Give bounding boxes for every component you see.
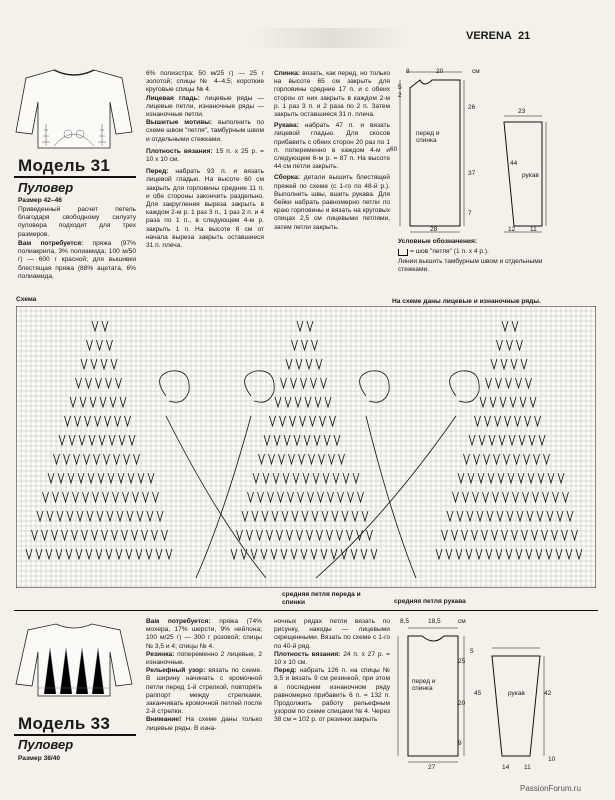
chart-title: Схема (16, 296, 37, 303)
m33-dim-27: 27 (428, 764, 436, 771)
dim-60: 60 (390, 146, 398, 153)
caption-front-center: средняя петля переда и спинки (282, 591, 361, 607)
dim-11: 11 (530, 226, 537, 233)
chart-note: На схеме даны лицевые и изнаночные ряды. (392, 298, 541, 305)
label-sleeve: рукав (522, 172, 539, 179)
legend-title: Условные обозначения: (398, 238, 478, 245)
model31-col3: Спинка: вязать, как перед, но только на высоте 65 см закрыть для горловины средние 17 п. и с обеих сторон от них закрыть в каждом 2-м р. 1 раз 3 п. и 2 раза по 2 п. Затем закрыть оставшиеся 31 п. плеча. Рукава: набрать 47 п. и вязать лицевой гладью. Для скосов прибавить с обеих сторон 20 раз по 1 п. попеременно в каждом 4-м и следующем 6-м р. = 87 п. На высоте 44 см петли закрыть. Сборка: детали вышить блестящей пряжей по схеме (с 1-го по 48-й р.). Выполнить швы, вшить рукава. Для бейки набрать равномерно петли по краю горловины и вязать на круговых спицах 2,5 см лицевыми петлями, затем петли закрыть. (274, 70, 390, 231)
dim-28: 28 (430, 226, 438, 233)
model33-col3: ночных рядах петли вязать по рисунку, накиды — лицевыми скрещенными. Вязать по схеме с 1-го по 40-й ряд. Плотность вязания: 24 п. х 27 р. = 10 х 10 см. Перед: набрать 126 п. на спицы № 3,5 и вязать 9 см резинкой, при этом в последнем изнаночном ряду равномерно прибавить 6 п. = 132 п. Продолжить работу рельефным узором по схеме спицами № 4. Через 38 см = 102 р. от резинки закрыть (274, 618, 390, 724)
legend-item-2: Линии вышить тамбурным швом и отдельными стежками. (398, 258, 543, 274)
dim-8: 8 (406, 68, 410, 75)
header-banner (250, 28, 410, 48)
m33-label-sleeve: рукав (508, 690, 525, 697)
model31-sketch (14, 62, 134, 150)
legend-item-1: = шов "петля" (1 п. х 4 р.). (410, 248, 489, 255)
m33-dim-8-5: 8,5 (400, 618, 410, 625)
m33-dim-18-5: 18,5 (428, 618, 441, 625)
dim-26: 26 (468, 104, 476, 111)
m33-dim-9: 9 (458, 740, 462, 747)
m33-dim-11: 11 (524, 764, 531, 771)
dim-44: 44 (510, 160, 518, 167)
m33-dim-25: 25 (458, 658, 466, 665)
label-front-back: перед и спинка (416, 130, 440, 144)
model31-title: Модель 31 (18, 156, 111, 175)
model33-sketch (14, 618, 134, 698)
m33-dim-10: 10 (548, 756, 556, 763)
m33-dim-5: 5 (470, 648, 474, 655)
stitch-symbol-icon (398, 249, 408, 256)
m33-dim-45: 45 (474, 690, 482, 697)
model33-subtitle: Пуловер (18, 737, 74, 752)
m33-dim-42: 42 (544, 690, 552, 697)
magazine-name: VERENA (466, 30, 512, 42)
dim-20: 20 (436, 68, 444, 75)
dim-2: 2 (398, 92, 402, 99)
dim-23: 23 (518, 108, 526, 115)
model33-col2: Вам потребуется: пряжа (74% мохера, 17% шерсти, 9% нейлона; 100 м/25 г) — 300 г розовой; спицы № 3,5 и 4; спицы № 4. Резинка: попеременно 2 лицевые, 2 изнаночные. Рельефный узор: вязать по схеме. В ширину начинать с кромочной петли перед 1-й стрелкой, повторять раппорт между стрелками, заканчивать кромочной петлей после 2-й стрелки. Внимание! На схеме даны только лицевые ряды. В изна- (146, 618, 262, 732)
m33-dim-unit: см (458, 618, 466, 625)
dim-5: 5 (398, 84, 402, 91)
model31-size: Размер 42–46 (18, 197, 62, 204)
page-number: 21 (518, 30, 531, 42)
m33-dim-20: 20 (458, 700, 466, 707)
model31-intro: Приведенный расчет петель благодаря свободному силуэту пуловера подходит для трех размеров. (18, 206, 136, 238)
dim-12: 12 (508, 226, 516, 233)
dim-unit: см (472, 68, 480, 75)
m33-dim-14: 14 (502, 764, 510, 771)
caption-sleeve-center: средняя петля рукава (394, 598, 466, 605)
model31-materials: Вам потребуется: пряжа (97% полиакрила, 3% полиамида; 100 м/50 г) — 600 г красной; для вышивки блестящая пряжа (88% ацетата, 6% полиамида, (18, 240, 136, 280)
model31-col2: 6% полиэстра; 50 м/25 г) — 25 г золотой; спицы № 4–4,5; короткие круговые спицы № 4. Лицевая гладь: лицевые ряды — лицевые петли, изнаночные ряды — изнаночные петли. Вышитые мотивы: выполнить по схеме швом "петля", тамбурным швом и отдельными стежками. Плотность вязания: 15 п. х 25 р. = 10 х 10 см. Перед: набрать 93 п. и вязать лицевой гладью. На высоте 60 см закрыть для горловины средние 11 п. и обе стороны закончить раздельно. Для закругления выреза закрыть в каждом 2-м р. 1 раз 3 п., 1 раз 2 п. и 4 раза по 1 п., в следующем 4-м р. закрыть 1 п. На высоте 8 см от начала выреза закрыть оставшиеся 31 п. плеча. (146, 70, 264, 250)
m33-label-front-back: перед и спинка (412, 678, 436, 692)
dim-37: 37 (468, 170, 476, 177)
model33-size: Размер 38/40 (18, 755, 61, 762)
model31-subtitle: Пуловер (18, 180, 74, 195)
watermark: PassionForum.ru (520, 784, 581, 793)
model31-pattern (392, 66, 607, 236)
model33-title: Модель 33 (18, 714, 111, 733)
dim-7: 7 (468, 210, 472, 217)
embroidery-chart (16, 306, 596, 588)
